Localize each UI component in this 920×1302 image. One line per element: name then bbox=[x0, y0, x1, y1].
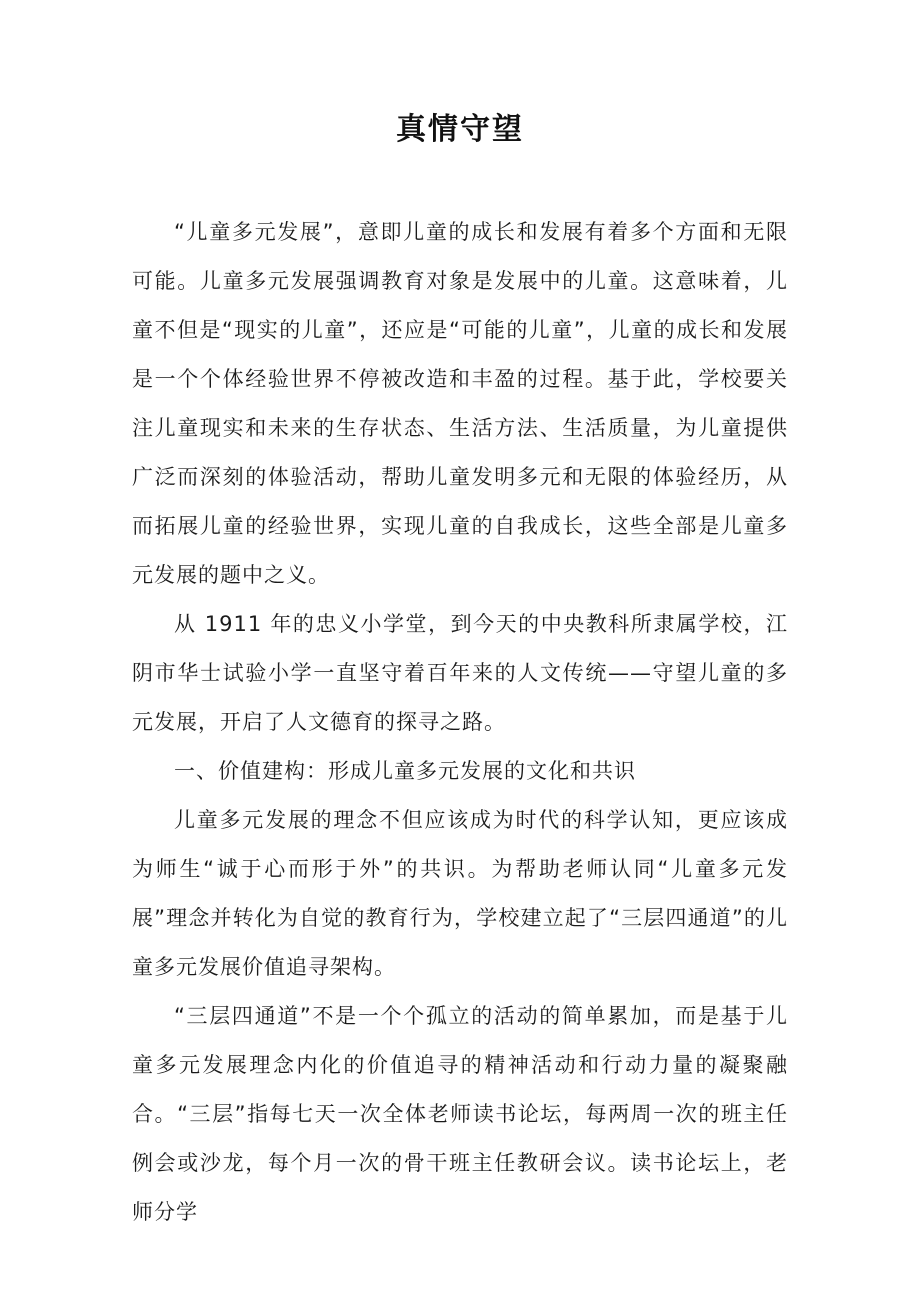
document-title: 真情守望 bbox=[396, 112, 524, 147]
section-heading: 一、价值建构：形成儿童多元发展的文化和共识 bbox=[174, 759, 636, 783]
document-body bbox=[132, 208, 788, 1237]
paragraph-three-layers: “三层四通道”不是一个个孤立的活动的简单累加，而是基于儿童多元发展理念内化的价值追寻的精神活动和行动力量的凝聚融合。“三层”指每七天一次全体老师读书论坛，每两周一次的班主任例会或沙龙，每个月一次的骨干班主任教研会议。读书论坛上，老师分学 bbox=[132, 1004, 788, 1224]
paragraph-intro: “儿童多元发展”，意即儿童的成长和发展有着多个方面和无限可能。儿童多元发展强调教育对象是发展中的儿童。这意味着，儿童不但是“现实的儿童”，还应是“可能的儿童”，儿童的成长和发展是一个个体经验世界不停被改造和丰盈的过程。基于此，学校要关注儿童现实和未来的生存状态、生活方法、生活质量，为儿童提供广泛而深刻的体验活动，帮助儿童发明多元和无限的体验经历，从而拓展儿童的经验世界，实现儿童的自我成长，这些全部是儿童多元发展的题中之义。 bbox=[132, 220, 788, 587]
paragraph-history: 从 1911 年的忠义小学堂，到今天的中央教科所隶属学校，江阴市华士试验小学一直坚守着百年来的人文传统——守望儿童的多元发展，开启了人文德育的探寻之路。 bbox=[132, 612, 788, 734]
paragraph-value-construction: 儿童多元发展的理念不但应该成为时代的科学认知，更应该成为师生“诚于心而形于外”的共识。为帮助老师认同“儿童多元发展”理念并转化为自觉的教育行为，学校建立起了“三层四通道”的儿童多元发展价值追寻架构。 bbox=[132, 808, 788, 979]
